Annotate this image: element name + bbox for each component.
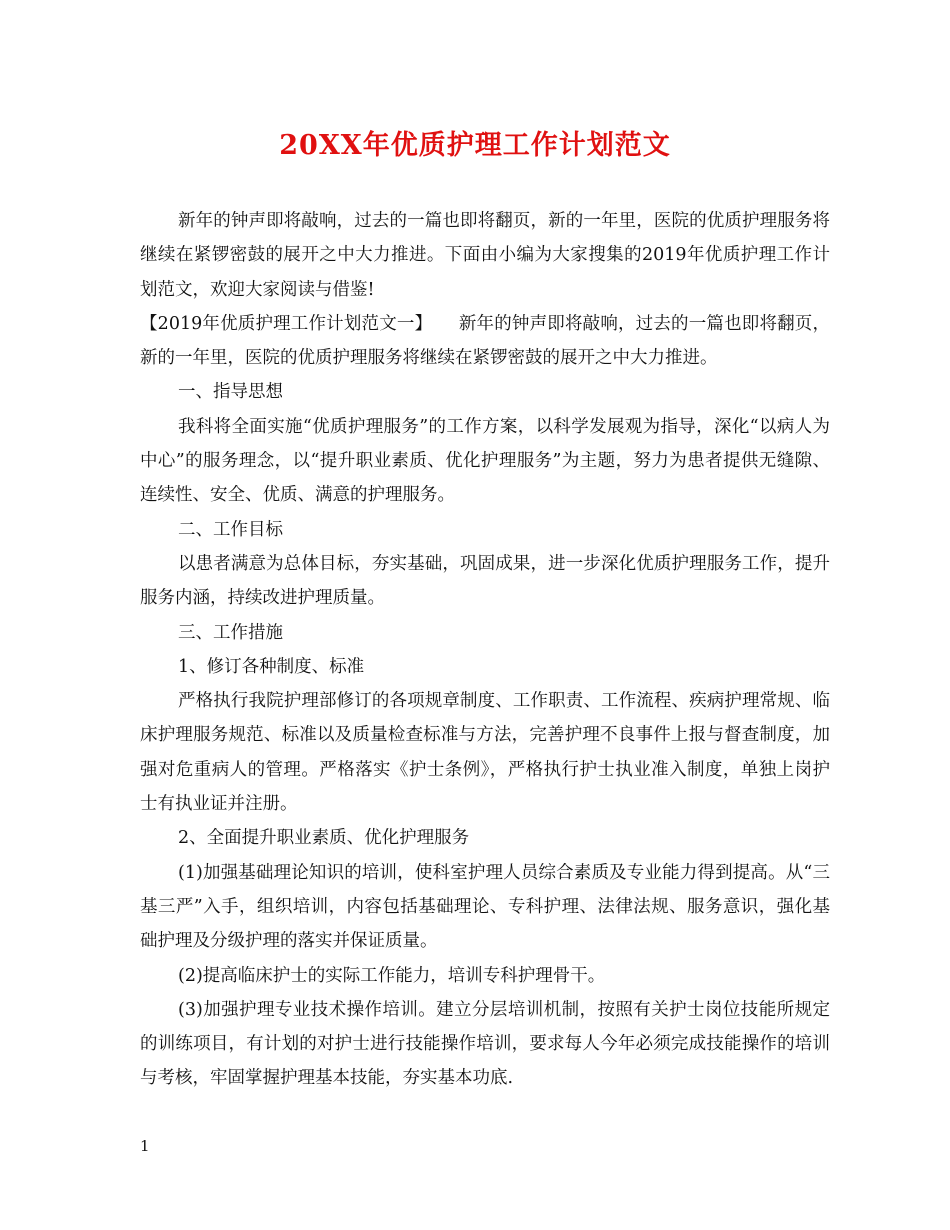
training-item-1: (1)加强基础理论知识的培训，使科室护理人员综合素质及专业能力得到提高。从“三基三严”入手，组织培训，内容包括基础理论、专科护理、法律法规、服务意识，强化基础护理及分级护理的落实并保证质量。: [140, 862, 830, 952]
page-number: 1: [140, 1137, 150, 1155]
section-heading-work-goal: 二、工作目标: [178, 519, 283, 540]
sample-one-heading-paragraph: 【2019年优质护理工作计划范文一】 新年的钟声即将敲响，过去的一篇也即将翻页，新的一年里，医院的优质护理服务将继续在紧锣密鼓的展开之中大力推进。: [140, 313, 830, 369]
revise-systems-paragraph: 严格执行我院护理部修订的各项规章制度、工作职责、工作流程、疾病护理常规、临床护理服务规范、标准以及质量检查标准与方法，完善护理不良事件上报与督查制度，加强对危重病人的管理。严格落实《护士条例》，严格执行护士执业准入制度，单独上岗护士有执业证并注册。: [140, 691, 830, 815]
training-item-3: (3)加强护理专业技术操作培训。建立分层培训机制，按照有关护士岗位技能所规定的训练项目，有计划的对护士进行技能操作培训，要求每人今年必须完成技能操作的培训与考核，牢固掌握护理基本技能，夯实基本功底.: [140, 999, 830, 1089]
subheading-revise-systems: 1、修订各种制度、标准: [178, 656, 365, 677]
section-heading-guiding-thought: 一、指导思想: [178, 382, 283, 403]
document-body: [140, 204, 830, 1096]
section-heading-work-measures: 三、工作措施: [178, 622, 283, 643]
document-title: 20XX年优质护理工作计划范文: [279, 130, 671, 161]
subheading-improve-quality: 2、全面提升职业素质、优化护理服务: [178, 828, 470, 849]
intro-paragraph: 新年的钟声即将敲响，过去的一篇也即将翻页，新的一年里，医院的优质护理服务将继续在紧锣密鼓的展开之中大力推进。下面由小编为大家搜集的2019年优质护理工作计划范文，欢迎大家阅读与借鉴!: [140, 211, 830, 300]
training-item-2: (2)提高临床护士的实际工作能力，培训专科护理骨干。: [178, 965, 606, 986]
work-goal-paragraph: 以患者满意为总体目标，夯实基础，巩固成果，进一步深化优质护理服务工作，提升服务内涵，持续改进护理质量。: [140, 553, 830, 609]
guiding-thought-paragraph: 我科将全面实施“优质护理服务”的工作方案，以科学发展观为指导，深化“以病人为中心”的服务理念，以“提升职业素质、优化护理服务”为主题，努力为患者提供无缝隙、连续性、安全、优质、满意的护理服务。: [140, 416, 830, 506]
